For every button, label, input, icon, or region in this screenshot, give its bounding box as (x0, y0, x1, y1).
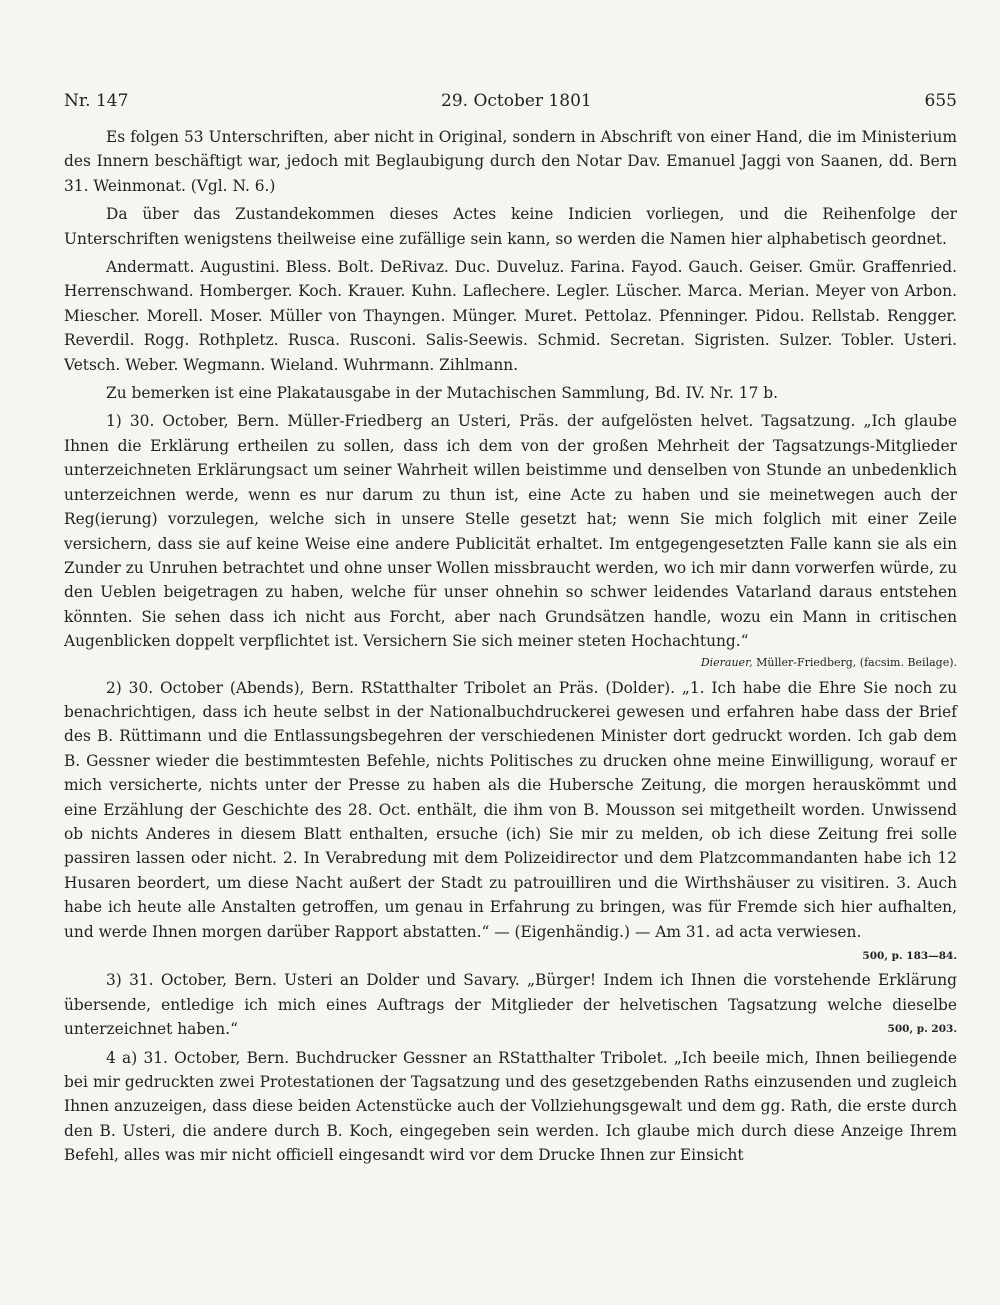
citation-entry-1 (64, 654, 957, 672)
paragraph-entry-2 (64, 676, 957, 962)
page-number: 655 (924, 91, 957, 111)
page-body (64, 125, 957, 1172)
citation-entry-2: 500, p. 183—84. (862, 950, 957, 962)
paragraph-entry-4a: 4 a) 31. October, Bern. Buchdrucker Gessner an RStatthalter Tribolet. „Ich beeile mich, Ihnen beiliegende bei mir gedruckten zwei Protestationen der Tagsatzung und des gesetzgebenden Raths einzusenden und zugleich Ihnen anzuzeigen, dass diese beiden Actenstücke auch der Vollziehungsgewalt und dem gg. Rath, die erste durch den B. Usteri, die andere durch B. Koch, eingegeben sein werden. Ich glaube mich durch diese Anzeige Ihrem Befehl, alles was mir nicht officiell eingesandt wird vor dem Drucke Ihnen zur Einsicht (64, 1048, 957, 1165)
paragraph-signatures-note: Es folgen 53 Unterschriften, aber nicht in Original, sondern in Abschrift von einer Hand, die im Ministerium des Innern beschäftigt war, jedoch mit Beglaubigung durch den Notar Dav. Emanuel Jaggi von Saanen, dd. Bern 31. Weinmonat. (Vgl. N. 6.) (64, 128, 957, 195)
citation-source: Müller-Friedberg, (facsim. Beilage). (756, 655, 957, 669)
paragraph-ordering-note: Da über das Zustandekommen dieses Actes keine Indicien vorliegen, und die Reihenfolge der Unterschriften wenigstens theilweise eine zufällige sein kann, so werden die Namen hier alphabetisch geordnet. (64, 205, 957, 248)
header-date: 29. October 1801 (441, 91, 592, 111)
paragraph-entry-1: 1) 30. October, Bern. Müller-Friedberg an Usteri, Präs. der aufgelösten helvet. Tagsatzung. „Ich glaube Ihnen die Erklärung ertheilen zu sollen, dass ich dem von der großen Mehrheit der Tagsatzungs-Mitglieder unterzeichneten Erklärungsact um seiner Wahrheit willen beistimme und denselben von Stunde an unbedenklich unterzeichnen werde, wenn es nur darum zu thun ist, eine Acte zu haben und sie meinetwegen auch der Reg(ierung) vorzulegen, welche sich in unsere Stelle gesetzt hat; wenn Sie mich folglich mit einer Zeile versichern, dass sie auf keine Weise eine andere Publicität erhaltet. Im entgegengesetzten Falle kann sie als ein Zunder zu Unruhen betrachtet und ohne unser Wollen missbraucht werden, wo ich mir dann vorwerfen würde, zu den Ueblen beigetragen zu haben, welche für unser ohnehin so schwer leidendes Vatarland daraus entstehen könnten. Sie sehen dass ich nicht aus Forcht, aber nach Grundsätzen handle, wozu ein Mann in critischen Augenblicken doppelt verpflichtet ist. Versichern Sie sich meiner steten Hochachtung.“ (64, 412, 957, 651)
entry-3-text: 3) 31. October, Bern. Usteri an Dolder und Savary. „Bürger! Indem ich Ihnen die vorstehende Erklärung übersende, entledige ich mich eines Auftrags der Mitglieder der helvetischen Tagsatzung welche dieselbe unterzeichnet haben.“ (64, 971, 957, 1039)
signatory-names: Andermatt. Augustini. Bless. Bolt. DeRivaz. Duc. Duveluz. Farina. Fayod. Gauch. Geiser. Gmür. Graffenried. Herrenschwand. Homberger. Koch. Krauer. Kuhn. Laflechere. Legler. Lüscher. Marca. Merian. Meyer von Arbon. Miescher. Morell. Moser. Müller von Thayngen. Münger. Muret. Pettolaz. Pfenninger. Pidou. Rellstab. Rengger. Reverdil. Rogg. Rothpletz. Rusca. Rusconi. Salis-Seewis. Schmid. Secretan. Sigristen. Sulzer. Tobler. Usteri. Vetsch. Weber. Wegmann. Wieland. Wuhrmann. Zihlmann. (64, 258, 957, 374)
entry-2-text: 2) 30. October (Abends), Bern. RStatthalter Tribolet an Präs. (Dolder). „1. Ich habe die Ehre Sie noch zu benachrichtigen, dass ich heute selbst in der Nationalbuchdruckerei gewesen und erfahren habe dass der Brief des B. Rüttimann und die Entlassungsbegehren der verschiedenen Minister dort gedruckt worden. Ich gab dem B. Gessner wieder die bestimmtesten Befehle, nichts Politisches zu drucken ohne meine Einwilligung, worauf er mich versicherte, nichts unter der Presse zu haben als die Hubersche Zeitung, die morgen herauskömmt und eine Erzählung der Geschichte des 28. Oct. enthält, die ihm von B. Mousson sei mitgetheilt worden. Unwissend ob nichts Anderes in diesem Blatt enthalten, ersuche (ich) Sie mir zu melden, ob ich diese Zeitung frei solle passiren lassen oder nicht. 2. In Verabredung mit dem Polizeidirector und dem Platzcommandanten habe ich 12 Husaren beordert, um diese Nacht außert der Stadt zu patrouilliren und die Wirthshäuser zu visitiren. 3. Auch habe ich heute alle Anstalten getroffen, um genau in Erfahrung zu bringen, was für Fremde sich hier aufhalten, und werde Ihnen morgen darüber Rapport abstatten.“ — (Eigenhändig.) — Am 31. ad acta verwiesen. (64, 678, 957, 941)
citation-entry-3: 500, p. 203. (887, 1023, 957, 1036)
paragraph-poster-edition: Zu bemerken ist eine Plakatausgabe in der Mutachischen Sammlung, Bd. IV. Nr. 17 b. (106, 384, 779, 403)
document-number: Nr. 147 (64, 91, 129, 111)
page-header (64, 91, 957, 115)
citation-author: Dierauer, (700, 655, 753, 669)
paragraph-entry-3 (64, 968, 957, 1041)
